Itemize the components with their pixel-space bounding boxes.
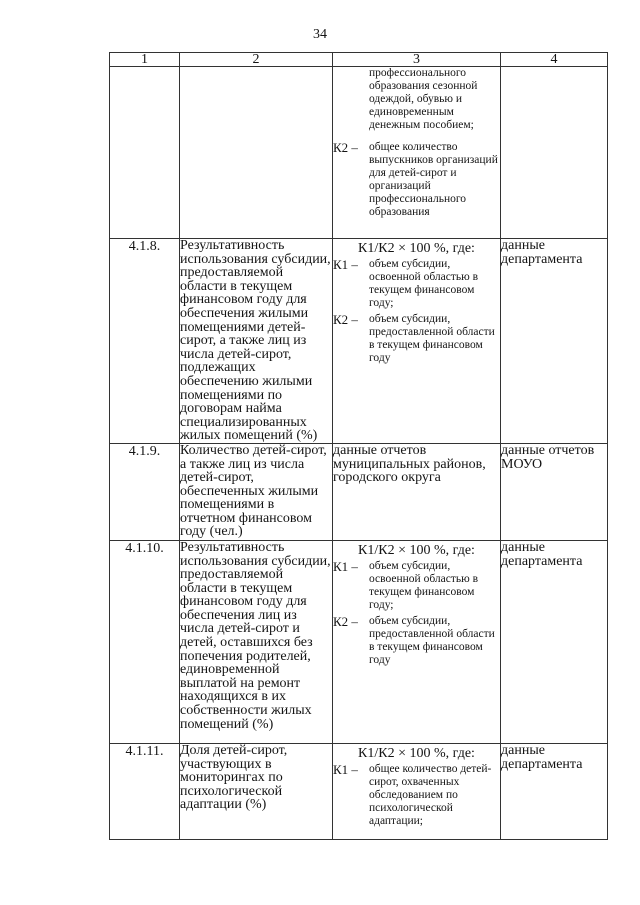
method-cell [333, 239, 501, 444]
variable-key: К2 – [333, 613, 358, 629]
header-row [110, 53, 608, 67]
variable-definition [333, 560, 500, 612]
variable-text: объем субсидии, предоставленной области в текущем финансовом году [369, 313, 495, 364]
indicators-table [109, 52, 608, 840]
page-number: 34 [313, 27, 327, 42]
variable-definition [333, 615, 500, 667]
method-cell [333, 743, 501, 839]
formula: К1/К2 × 100 %, где: [358, 745, 475, 761]
indicator-cell: Результативность использования субсидии, предоставляемой области в текущем финансовом году для обеспечения лиц из числа детей-сирот и детей, оставшихся без попечения родителей, единовременной выплатой на ремонт находящихся в их собственности жилых помещений (%) [180, 540, 333, 743]
table-row [110, 239, 608, 444]
method-cell [333, 540, 501, 743]
variable-definition [333, 141, 500, 219]
variable-key: К2 – [333, 312, 358, 327]
table-row [110, 443, 608, 540]
source-cell: данные департамента [501, 540, 608, 743]
variable-text: объем субсидии, предоставленной области в текущем финансовом году [369, 614, 495, 666]
variable-text: объем субсидии, освоенной областью в текущем финансовом году; [369, 559, 479, 611]
source-cell: данные департамента [501, 239, 608, 444]
indicator-cell: Результативность использования субсидии, предоставляемой области в текущем финансовом году для обеспечения жилыми помещениями детей-сирот, а также лиц из числа детей-сирот, подлежащих обеспечению жилыми помещениями по договорам найма специализированных жилых помещений (%) [180, 238, 331, 444]
variable-text: объем субсидии, освоенной областью в текущем финансовом году; [369, 258, 479, 309]
column-header: 2 [180, 53, 333, 67]
method-text: данные отчетов муниципальных районов, городского округа [333, 442, 486, 486]
indicator-cell: Количество детей-сирот, а также лиц из числа детей-сирот, обеспеченных жилыми помещениями в отчетном финансовом году (чел.) [180, 443, 333, 540]
indicator-cell: Доля детей-сирот, участвующих в мониторингах по психологической адаптации (%) [180, 743, 333, 839]
formula: К1/К2 × 100 %, где: [358, 241, 475, 256]
method-continuation-text: профессионального образования сезонной одеждой, обувью и единовременным денежным пособием; [369, 67, 478, 131]
variable-definition [333, 313, 500, 365]
formula: К1/К2 × 100 %, где: [358, 542, 475, 558]
table-row [110, 540, 608, 743]
variable-key: К2 – [333, 140, 358, 155]
indicator-cell [180, 67, 333, 239]
column-header: 3 [333, 53, 501, 67]
source-cell [501, 67, 608, 239]
variable-definition [333, 763, 500, 828]
row-number: 4.1.8. [110, 239, 180, 444]
column-header: 1 [110, 53, 180, 67]
row-number [110, 67, 180, 239]
column-header: 4 [501, 53, 608, 67]
variable-key: К1 – [333, 558, 358, 574]
variable-definition [333, 258, 500, 310]
row-number: 4.1.9. [110, 443, 180, 540]
table-row [110, 67, 608, 239]
method-cell [333, 67, 501, 239]
source-cell: данные департамента [501, 743, 608, 839]
table-row [110, 743, 608, 839]
variable-text: общее количество выпускников организаций для детей-сирот и организаций профессионального образования [369, 141, 498, 218]
source-cell: данные отчетов МОУО [501, 443, 608, 540]
variable-key: К1 – [333, 257, 358, 272]
variable-key: К1 – [333, 761, 358, 777]
variable-text: общее количество детей-сирот, охваченных обследованием по психологической адаптации; [369, 762, 492, 827]
row-number: 4.1.10. [110, 540, 180, 743]
row-number: 4.1.11. [110, 743, 180, 839]
method-cell [333, 443, 501, 540]
